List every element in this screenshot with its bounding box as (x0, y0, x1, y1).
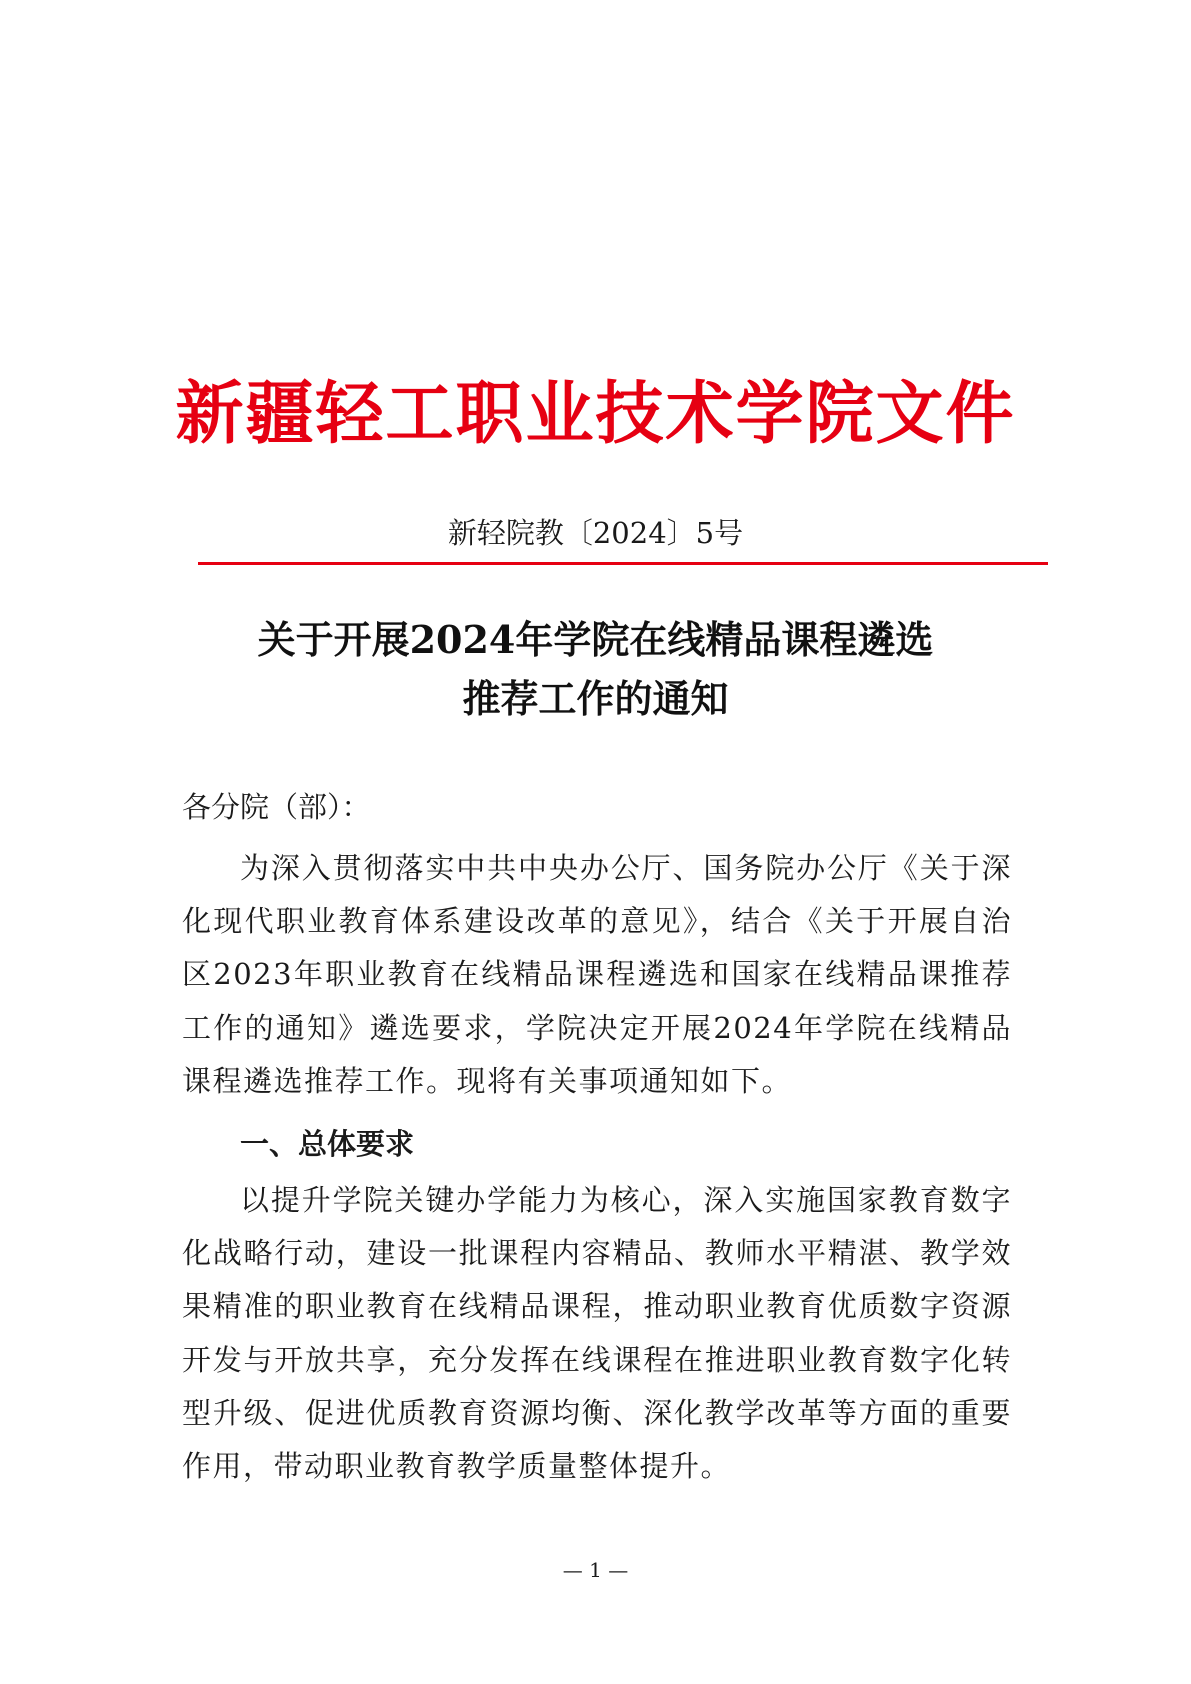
page-number: — 1 — (562, 1558, 629, 1582)
header-red-divider (198, 562, 1048, 565)
salutation: 各分院（部）： (182, 790, 371, 824)
document-header-title: 新疆轻工职业技术学院文件 (175, 374, 1016, 454)
paragraph-intro: 为深入贯彻落实中共中央办公厅、国务院办公厅《关于深化现代职业教育体系建设改革的意见》，结合《关于开展自治区2023年职业教育在线精品课程遴选和国家在线精品课推荐工作的通知》遴选要求，学院决定开展2024年学院在线精品课程遴选推荐工作。现将有关事项通知如下。 (182, 851, 1012, 1098)
section-heading-general-requirements: 一、总体要求 (240, 1127, 415, 1161)
document-title (0, 610, 1191, 728)
paragraph-general-requirements: 以提升学院关键办学能力为核心，深入实施国家教育数字化战略行动，建设一批课程内容精品、教师水平精湛、教学效果精准的职业教育在线精品课程，推动职业教育优质数字资源开发与开放共享，充分发挥在线课程在推进职业教育数字化转型升级、促进优质教育资源均衡、深化教学改革等方面的重要作用，带动职业教育教学质量整体提升。 (182, 1183, 1012, 1484)
document-title-line-1: 关于开展2024年学院在线精品课程遴选 (257, 617, 934, 662)
document-number: 新轻院教〔2024〕5号 (447, 516, 744, 550)
document-title-line-2: 推荐工作的通知 (462, 676, 729, 721)
